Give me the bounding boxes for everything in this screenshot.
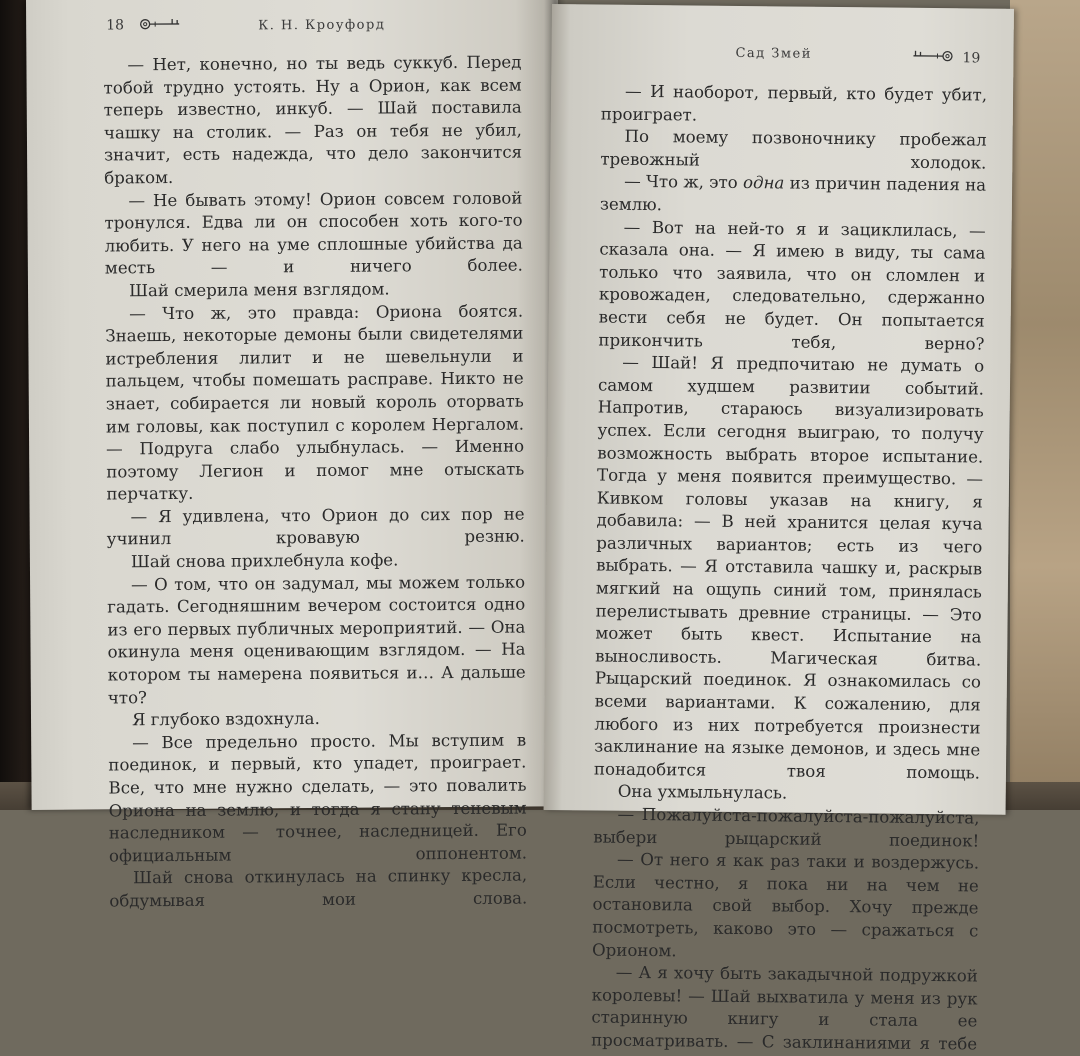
paragraph: Шай снова прихлебнула кофе. <box>107 549 525 575</box>
left-page <box>26 0 564 810</box>
paragraph: — О том, что он задумал, мы можем только гадать. Сегодняшним вечером состоится одно из его первых публичных мероприятий. — Она окинула меня оценивающим взглядом. — На котором ты намерена появиться и… А дальше что? <box>107 571 526 709</box>
left-page-text <box>103 52 527 913</box>
key-ornament-icon <box>139 17 181 31</box>
paragraph: — Нет, конечно, но ты ведь суккуб. Перед тобой трудно устоять. Ну а Орион, как всем теперь известно, инкуб. — Шай поставила чашку на столик. — Раз он тебя не убил, значит, есть надежда, что дело закончится браком. <box>103 52 522 190</box>
paragraph: — Пожалуйста-пожалуйста-пожалуйста, выбери рыцарский поединок! <box>593 803 979 852</box>
left-page-number: 18 <box>106 17 124 33</box>
paragraph: Шай снова откинулась на спинку кресла, обдумывая мои слова. <box>109 865 527 913</box>
paragraph: — Вот на ней-то я и зациклилась, — сказала она. — Я имею в виду, ты сама только что заявила, что он сломлен и кровожаден, следовательно, сдержанно вести себя не будет. Он попытается прикончить тебя, верно? <box>598 216 985 356</box>
paragraph: По моему позвоночнику пробежал тревожный холодок. <box>600 126 986 175</box>
paragraph: — Шай! Я предпочитаю не думать о самом худшем развитии событий. Напротив, стараюсь визуализировать успех. Если сегодня выиграю, то получу возможность выбрать второе испытание. Тогда у меня появится преимущество. — Кивком головы указав на книгу, я добавила: — В ней хранится целая куча различных вариантов; есть из чего выбрать. — Я отставила чашку и, раскрыв мягкий на ощупь синий том, принялась перелистывать древние страницы. — Это может быть квест. Испытание на выносливость. Магическая битва. Рыцарский поединок. Я ознакомилась со всеми вариантами. К сожалению, для любого из них потребуется произнести заклинание на языке демонов, и здесь мне понадобится твоя помощь. <box>594 352 984 785</box>
left-running-head: К. Н. Кроуфорд <box>258 17 385 33</box>
paragraph: — А я хочу быть закадычной подружкой королевы! — Шай выхватила у меня из рук старинную книгу и стала ее просматривать. — С заклинаниями я тебе <box>591 962 978 1056</box>
right-page <box>544 4 1014 815</box>
key-ornament-icon <box>911 49 953 63</box>
paragraph: Шай смерила меня взглядом. <box>105 277 523 303</box>
paragraph: — И наоборот, первый, кто будет убит, проиграет. <box>601 81 987 130</box>
paragraph: — Все предельно просто. Мы вступим в поединок, и первый, кто упадет, проиграет. Все, что мне нужно сделать, — это повалить Ориона на землю, и тогда я стану теневым наследником — точнее, наследницей. Его официальным оппонентом. <box>108 729 527 867</box>
paragraph: Я глубоко вздохнула. <box>108 707 526 733</box>
paragraph: — Я удивлена, что Орион до сих пор не учинил кровавую резню. <box>107 503 525 551</box>
right-running-head: Сад Змей <box>735 46 812 62</box>
emphasis: одна <box>743 173 785 192</box>
paragraph: Она ухмыльнулась. <box>594 781 980 808</box>
right-page-text <box>591 81 987 1056</box>
paragraph: — Что ж, это правда: Ориона боятся. Знаешь, некоторые демоны были свидетелями истребления лилит и не шевельнули и пальцем, чтобы помешать расправе. Никто не знает, собирается ли новый король оторвать им головы, как поступил с королем Нергалом. — Подруга слабо улыбнулась. — Именно поэтому Легион и помог мне отыскать перчатку. <box>105 300 524 506</box>
paragraph: — Что ж, это одна из причин падения на землю. <box>600 171 986 220</box>
paragraph: — От него я как раз таки и воздержусь. Если честно, я пока ни на чем не остановила свой выбор. Хочу прежде посмотреть, каково это — сражаться с Орионом. <box>592 849 979 966</box>
paragraph: — Не бывать этому! Орион совсем головой тронулся. Едва ли он способен хоть кого-то любить. У него на уме сплошные убийства да месть — и ничего более. <box>104 187 523 280</box>
background-right-table <box>1010 0 1080 810</box>
right-page-number: 19 <box>962 50 980 66</box>
